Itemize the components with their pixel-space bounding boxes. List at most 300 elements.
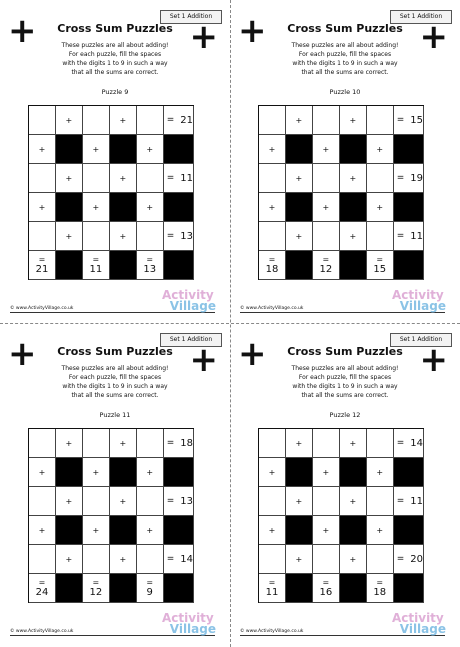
answer-cell[interactable] — [29, 106, 56, 135]
plus-sign: + — [322, 144, 330, 154]
black-cell — [394, 458, 424, 487]
row-sum-value: 15 — [410, 114, 423, 126]
answer-cell[interactable] — [137, 429, 164, 458]
column-sum-value: 21 — [35, 264, 49, 275]
answer-cell[interactable] — [313, 429, 340, 458]
equals-sign: = — [396, 554, 405, 564]
set-badge: Set 1 Addition — [160, 333, 222, 347]
row-sum-cell — [164, 487, 194, 516]
plus-sign: + — [38, 144, 46, 154]
black-cell — [286, 135, 313, 164]
instruction-line: with the digits 1 to 9 in such a way — [62, 383, 168, 390]
puzzle-label: Puzzle 12 — [329, 411, 361, 419]
operator-cell — [137, 135, 164, 164]
answer-cell[interactable] — [367, 106, 394, 135]
instruction-line: For each puzzle, fill the spaces — [298, 51, 392, 58]
plus-sign: + — [146, 525, 154, 535]
plus-sign: + — [349, 554, 357, 564]
operator-cell — [286, 429, 313, 458]
answer-cell[interactable] — [83, 106, 110, 135]
equals-sign: = — [38, 255, 46, 264]
equals-sign: = — [268, 255, 276, 264]
plus-sign: + — [376, 202, 384, 212]
black-cell — [110, 135, 137, 164]
operator-cell — [340, 487, 367, 516]
column-sum-value: 24 — [35, 587, 49, 598]
operator-cell — [29, 458, 56, 487]
plus-icon: + — [419, 17, 448, 57]
activity-village-logo — [160, 290, 216, 312]
black-cell — [286, 458, 313, 487]
column-sum-cell — [367, 251, 394, 280]
plus-sign: + — [38, 525, 46, 535]
operator-cell — [313, 516, 340, 545]
instruction-line: For each puzzle, fill the spaces — [298, 374, 392, 381]
plus-sign: + — [295, 231, 303, 241]
operator-cell — [340, 106, 367, 135]
answer-cell[interactable] — [313, 545, 340, 574]
operator-cell — [56, 164, 83, 193]
black-cell — [340, 135, 367, 164]
puzzle-grid — [258, 428, 424, 603]
operator-cell — [340, 164, 367, 193]
equals-sign: = — [268, 578, 276, 587]
black-cell — [340, 458, 367, 487]
plus-sign: + — [92, 467, 100, 477]
black-cell — [394, 193, 424, 222]
operator-cell — [110, 164, 137, 193]
column-sum-value: 9 — [146, 587, 153, 598]
plus-icon: + — [238, 11, 267, 51]
row-sum-value: 13 — [180, 495, 193, 507]
operator-cell — [56, 545, 83, 574]
column-sum-cell — [313, 251, 340, 280]
plus-sign: + — [65, 554, 73, 564]
instruction-line: with the digits 1 to 9 in such a way — [292, 60, 398, 67]
answer-cell[interactable] — [137, 106, 164, 135]
instruction-line: These puzzles are all about adding! — [61, 365, 169, 372]
page-title: Cross Sum Puzzles — [57, 345, 173, 358]
plus-sign: + — [376, 467, 384, 477]
plus-sign: + — [268, 525, 276, 535]
logo-line1: Activity — [162, 611, 214, 625]
operator-cell — [259, 516, 286, 545]
column-sum-cell — [137, 251, 164, 280]
row-sum-cell — [394, 106, 424, 135]
column-sum-cell — [137, 574, 164, 603]
column-sum-value: 12 — [319, 264, 333, 275]
instruction-line: that all the sums are correct. — [301, 392, 389, 399]
equals-sign: = — [322, 255, 330, 264]
operator-cell — [137, 516, 164, 545]
instructions — [0, 41, 230, 77]
operator-cell — [367, 458, 394, 487]
answer-cell[interactable] — [367, 429, 394, 458]
plus-sign: + — [119, 554, 127, 564]
plus-sign: + — [349, 496, 357, 506]
operator-cell — [56, 222, 83, 251]
black-cell — [340, 574, 367, 603]
instructions — [230, 364, 460, 400]
instruction-line: with the digits 1 to 9 in such a way — [292, 383, 398, 390]
answer-cell[interactable] — [259, 164, 286, 193]
operator-cell — [340, 429, 367, 458]
puzzle-label: Puzzle 10 — [329, 88, 361, 96]
answer-cell[interactable] — [367, 487, 394, 516]
black-cell — [110, 574, 137, 603]
plus-sign: + — [295, 496, 303, 506]
plus-sign: + — [146, 202, 154, 212]
plus-icon: + — [419, 340, 448, 380]
answer-cell[interactable] — [259, 106, 286, 135]
black-cell — [56, 135, 83, 164]
column-sum-cell — [259, 574, 286, 603]
puzzle-card — [0, 0, 230, 323]
plus-sign: + — [295, 173, 303, 183]
activity-village-logo — [160, 613, 216, 635]
equals-sign: = — [166, 496, 175, 506]
operator-cell — [137, 458, 164, 487]
answer-cell[interactable] — [137, 222, 164, 251]
logo-line1: Activity — [162, 288, 214, 302]
plus-sign: + — [65, 173, 73, 183]
black-cell — [340, 251, 367, 280]
black-cell — [56, 574, 83, 603]
plus-sign: + — [38, 467, 46, 477]
plus-sign: + — [38, 202, 46, 212]
equals-sign: = — [38, 578, 46, 587]
plus-sign: + — [322, 525, 330, 535]
answer-cell[interactable] — [29, 487, 56, 516]
operator-cell — [110, 222, 137, 251]
operator-cell — [367, 193, 394, 222]
plus-sign: + — [295, 438, 303, 448]
column-sum-cell — [29, 251, 56, 280]
footer-url: © www.ActivityVillage.co.uk — [10, 306, 74, 311]
row-sum-value: 19 — [410, 172, 423, 184]
instruction-line: These puzzles are all about adding! — [61, 42, 169, 49]
operator-cell — [56, 487, 83, 516]
row-sum-value: 18 — [180, 437, 193, 449]
instructions — [230, 41, 460, 77]
plus-sign: + — [65, 231, 73, 241]
operator-cell — [340, 545, 367, 574]
row-sum-value: 11 — [410, 495, 423, 507]
equals-sign: = — [396, 496, 405, 506]
logo-line1: Activity — [392, 288, 444, 302]
operator-cell — [83, 135, 110, 164]
operator-cell — [110, 487, 137, 516]
black-cell — [340, 516, 367, 545]
puzzle-grid — [258, 105, 424, 280]
equals-sign: = — [146, 578, 154, 587]
plus-sign: + — [119, 231, 127, 241]
plus-icon: + — [238, 334, 267, 374]
column-sum-value: 12 — [89, 587, 103, 598]
answer-cell[interactable] — [83, 545, 110, 574]
black-cell — [56, 193, 83, 222]
puzzle-label: Puzzle 11 — [99, 411, 131, 419]
instruction-line: These puzzles are all about adding! — [291, 365, 399, 372]
logo-line2: Village — [399, 622, 446, 636]
operator-cell — [313, 193, 340, 222]
plus-icon: + — [189, 340, 218, 380]
plus-sign: + — [268, 467, 276, 477]
black-cell — [286, 574, 313, 603]
answer-cell[interactable] — [259, 222, 286, 251]
row-sum-cell — [164, 222, 194, 251]
puzzle-grid — [28, 105, 194, 280]
black-cell — [394, 251, 424, 280]
black-cell — [286, 516, 313, 545]
operator-cell — [286, 487, 313, 516]
black-cell — [56, 458, 83, 487]
equals-sign: = — [146, 255, 154, 264]
black-cell — [164, 574, 194, 603]
instruction-line: that all the sums are correct. — [301, 69, 389, 76]
black-cell — [110, 193, 137, 222]
row-sum-value: 13 — [180, 230, 193, 242]
plus-sign: + — [119, 438, 127, 448]
operator-cell — [137, 193, 164, 222]
page-title: Cross Sum Puzzles — [287, 345, 403, 358]
answer-cell[interactable] — [29, 164, 56, 193]
puzzle-card — [230, 323, 460, 646]
answer-cell[interactable] — [29, 545, 56, 574]
black-cell — [110, 251, 137, 280]
plus-sign: + — [92, 525, 100, 535]
column-sum-cell — [29, 574, 56, 603]
answer-cell[interactable] — [259, 429, 286, 458]
equals-sign: = — [322, 578, 330, 587]
row-sum-cell — [394, 222, 424, 251]
answer-cell[interactable] — [259, 545, 286, 574]
answer-cell[interactable] — [29, 429, 56, 458]
equals-sign: = — [166, 554, 175, 564]
operator-cell — [110, 106, 137, 135]
column-sum-cell — [83, 574, 110, 603]
operator-cell — [83, 193, 110, 222]
puzzle-card — [0, 323, 230, 646]
row-sum-cell — [394, 164, 424, 193]
activity-village-logo — [390, 290, 446, 312]
equals-sign: = — [396, 231, 405, 241]
column-sum-cell — [313, 574, 340, 603]
column-sum-cell — [259, 251, 286, 280]
black-cell — [164, 458, 194, 487]
equals-sign: = — [166, 173, 175, 183]
equals-sign: = — [396, 173, 405, 183]
footer-url: © www.ActivityVillage.co.uk — [240, 629, 304, 634]
operator-cell — [83, 516, 110, 545]
equals-sign: = — [376, 255, 384, 264]
operator-cell — [110, 429, 137, 458]
row-sum-cell — [164, 545, 194, 574]
row-sum-cell — [394, 545, 424, 574]
answer-cell[interactable] — [83, 222, 110, 251]
column-sum-cell — [367, 574, 394, 603]
instruction-line: with the digits 1 to 9 in such a way — [62, 60, 168, 67]
page-title: Cross Sum Puzzles — [287, 22, 403, 35]
set-badge: Set 1 Addition — [160, 10, 222, 24]
equals-sign: = — [396, 115, 405, 125]
row-sum-value: 14 — [180, 553, 193, 565]
answer-cell[interactable] — [29, 222, 56, 251]
operator-cell — [56, 106, 83, 135]
answer-cell[interactable] — [137, 164, 164, 193]
row-sum-cell — [164, 164, 194, 193]
plus-sign: + — [92, 202, 100, 212]
operator-cell — [286, 164, 313, 193]
plus-sign: + — [119, 173, 127, 183]
operator-cell — [313, 458, 340, 487]
plus-sign: + — [65, 115, 73, 125]
black-cell — [110, 458, 137, 487]
black-cell — [340, 193, 367, 222]
black-cell — [394, 574, 424, 603]
plus-sign: + — [376, 144, 384, 154]
answer-cell[interactable] — [137, 487, 164, 516]
instruction-line: For each puzzle, fill the spaces — [68, 51, 162, 58]
instruction-line: that all the sums are correct. — [71, 69, 159, 76]
plus-sign: + — [119, 496, 127, 506]
black-cell — [164, 135, 194, 164]
plus-sign: + — [92, 144, 100, 154]
footer-url: © www.ActivityVillage.co.uk — [240, 306, 304, 311]
black-cell — [394, 516, 424, 545]
plus-sign: + — [322, 467, 330, 477]
plus-sign: + — [349, 438, 357, 448]
instruction-line: that all the sums are correct. — [71, 392, 159, 399]
answer-cell[interactable] — [83, 429, 110, 458]
plus-sign: + — [65, 438, 73, 448]
operator-cell — [56, 429, 83, 458]
plus-sign: + — [268, 202, 276, 212]
page-title: Cross Sum Puzzles — [57, 22, 173, 35]
operator-cell — [259, 458, 286, 487]
black-cell — [164, 516, 194, 545]
puzzle-label: Puzzle 9 — [101, 88, 129, 96]
answer-cell[interactable] — [313, 106, 340, 135]
row-sum-value: 11 — [180, 172, 193, 184]
operator-cell — [259, 135, 286, 164]
puzzle-card — [230, 0, 460, 323]
operator-cell — [286, 222, 313, 251]
operator-cell — [259, 193, 286, 222]
row-sum-value: 21 — [180, 114, 193, 126]
column-sum-value: 18 — [373, 587, 387, 598]
instruction-line: For each puzzle, fill the spaces — [68, 374, 162, 381]
column-sum-value: 13 — [143, 264, 157, 275]
equals-sign: = — [166, 115, 175, 125]
plus-sign: + — [349, 173, 357, 183]
black-cell — [164, 251, 194, 280]
plus-sign: + — [295, 554, 303, 564]
equals-sign: = — [166, 231, 175, 241]
equals-sign: = — [166, 438, 175, 448]
answer-cell[interactable] — [367, 222, 394, 251]
plus-icon: + — [8, 334, 37, 374]
plus-sign: + — [65, 496, 73, 506]
plus-sign: + — [376, 525, 384, 535]
equals-sign: = — [92, 255, 100, 264]
answer-cell[interactable] — [83, 487, 110, 516]
operator-cell — [340, 222, 367, 251]
instructions — [0, 364, 230, 400]
column-sum-value: 11 — [89, 264, 103, 275]
answer-cell[interactable] — [137, 545, 164, 574]
answer-cell[interactable] — [259, 487, 286, 516]
black-cell — [286, 193, 313, 222]
column-sum-value: 15 — [373, 264, 387, 275]
plus-sign: + — [322, 202, 330, 212]
logo-line2: Village — [169, 299, 216, 313]
answer-cell[interactable] — [313, 164, 340, 193]
plus-sign: + — [146, 144, 154, 154]
column-sum-value: 11 — [265, 587, 279, 598]
plus-sign: + — [268, 144, 276, 154]
operator-cell — [313, 135, 340, 164]
equals-sign: = — [376, 578, 384, 587]
operator-cell — [286, 545, 313, 574]
logo-line2: Village — [169, 622, 216, 636]
equals-sign: = — [92, 578, 100, 587]
set-badge: Set 1 Addition — [390, 10, 452, 24]
row-sum-cell — [394, 429, 424, 458]
set-badge: Set 1 Addition — [390, 333, 452, 347]
plus-icon: + — [8, 11, 37, 51]
column-sum-value: 18 — [265, 264, 279, 275]
logo-line2: Village — [399, 299, 446, 313]
operator-cell — [110, 545, 137, 574]
plus-sign: + — [349, 115, 357, 125]
answer-cell[interactable] — [367, 545, 394, 574]
operator-cell — [367, 516, 394, 545]
operator-cell — [286, 106, 313, 135]
activity-village-logo — [390, 613, 446, 635]
answer-cell[interactable] — [367, 164, 394, 193]
puzzle-grid — [28, 428, 194, 603]
black-cell — [286, 251, 313, 280]
black-cell — [56, 251, 83, 280]
black-cell — [394, 135, 424, 164]
logo-line1: Activity — [392, 611, 444, 625]
column-sum-value: 16 — [319, 587, 333, 598]
plus-sign: + — [349, 231, 357, 241]
answer-cell[interactable] — [83, 164, 110, 193]
operator-cell — [29, 516, 56, 545]
answer-cell[interactable] — [313, 487, 340, 516]
plus-sign: + — [146, 467, 154, 477]
row-sum-cell — [394, 487, 424, 516]
plus-sign: + — [119, 115, 127, 125]
equals-sign: = — [396, 438, 405, 448]
row-sum-cell — [164, 429, 194, 458]
instruction-line: These puzzles are all about adding! — [291, 42, 399, 49]
row-sum-value: 14 — [410, 437, 423, 449]
answer-cell[interactable] — [313, 222, 340, 251]
operator-cell — [29, 135, 56, 164]
operator-cell — [29, 193, 56, 222]
black-cell — [164, 193, 194, 222]
row-sum-value: 20 — [410, 553, 423, 565]
row-sum-value: 11 — [410, 230, 423, 242]
black-cell — [56, 516, 83, 545]
operator-cell — [367, 135, 394, 164]
column-sum-cell — [83, 251, 110, 280]
plus-sign: + — [295, 115, 303, 125]
row-sum-cell — [164, 106, 194, 135]
